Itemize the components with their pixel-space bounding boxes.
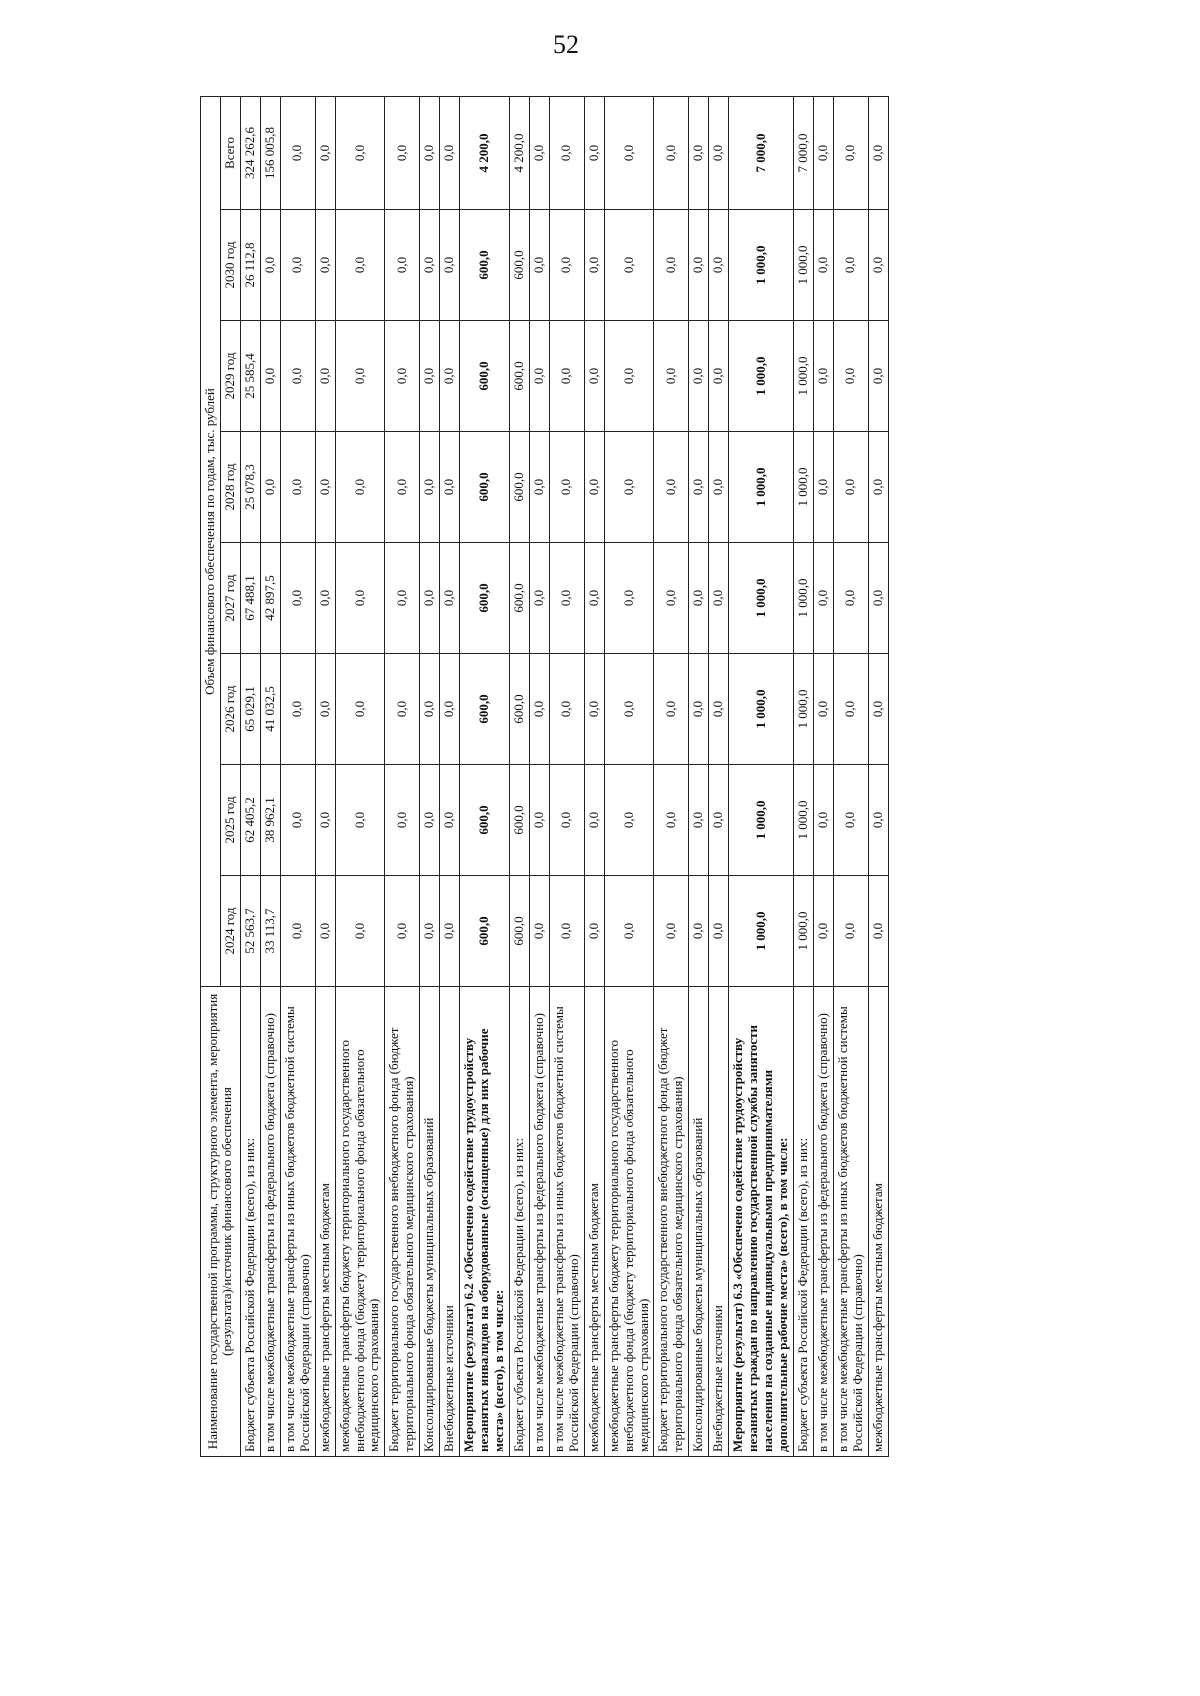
table-row — [335, 96, 385, 1456]
row-year-cell: 0,0 — [315, 210, 335, 321]
row-year-cell: 0,0 — [868, 543, 888, 654]
row-total-cell: 0,0 — [654, 96, 689, 209]
row-year-cell: 0,0 — [335, 432, 385, 543]
row-year-cell: 41 032,5 — [260, 654, 280, 765]
row-year-cell: 0,0 — [315, 543, 335, 654]
header-name-column: Наименование государственной программы, структурного элемента, мероприятия (результата)/источник финансового обеспечения — [201, 987, 241, 1457]
row-year-cell: 600,0 — [460, 210, 510, 321]
row-year-cell: 600,0 — [509, 321, 529, 432]
header-year: 2025 год — [220, 765, 240, 876]
row-year-cell: 1 000,0 — [729, 432, 794, 543]
row-year-cell: 0,0 — [813, 321, 833, 432]
row-year-cell: 0,0 — [709, 654, 729, 765]
row-year-cell: 0,0 — [529, 543, 549, 654]
row-year-cell: 0,0 — [689, 876, 709, 987]
row-year-cell: 65 029,1 — [240, 654, 260, 765]
row-year-cell: 52 563,7 — [240, 876, 260, 987]
table-row — [240, 96, 260, 1456]
row-year-cell: 0,0 — [420, 543, 440, 654]
row-year-cell: 1 000,0 — [793, 432, 813, 543]
row-total-cell: 0,0 — [709, 96, 729, 209]
row-year-cell: 1 000,0 — [729, 543, 794, 654]
row-year-cell: 0,0 — [280, 876, 315, 987]
row-year-cell: 0,0 — [689, 321, 709, 432]
row-year-cell: 0,0 — [833, 654, 868, 765]
row-year-cell: 0,0 — [280, 543, 315, 654]
table-row — [260, 96, 280, 1456]
row-year-cell: 600,0 — [460, 654, 510, 765]
row-total-cell: 324 262,6 — [240, 96, 260, 209]
row-year-cell: 25 585,4 — [240, 321, 260, 432]
row-year-cell: 0,0 — [529, 321, 549, 432]
header-year: 2030 год — [220, 210, 240, 321]
row-year-cell: 0,0 — [385, 876, 420, 987]
row-year-cell: 0,0 — [315, 432, 335, 543]
row-source-name: в том числе межбюджетные трансферты из иных бюджетов бюджетной системы Российской Федерации (справочно) — [549, 987, 584, 1457]
row-source-name: Мероприятие (результат) 6.3 «Обеспечено содействие трудоустройству незанятых граждан по направлению государственной службы занятости населения на созданные индивидуальными предпринимателями дополнительные рабочие места» (всего), в том числе: — [729, 987, 794, 1457]
row-year-cell: 0,0 — [813, 654, 833, 765]
row-year-cell: 0,0 — [833, 432, 868, 543]
row-year-cell: 0,0 — [813, 432, 833, 543]
row-year-cell: 0,0 — [868, 876, 888, 987]
row-year-cell: 1 000,0 — [793, 654, 813, 765]
row-year-cell: 0,0 — [385, 765, 420, 876]
row-year-cell: 600,0 — [509, 876, 529, 987]
row-year-cell: 0,0 — [709, 765, 729, 876]
row-year-cell: 600,0 — [509, 765, 529, 876]
table-row — [280, 96, 315, 1456]
row-year-cell: 0,0 — [385, 432, 420, 543]
row-year-cell: 0,0 — [335, 876, 385, 987]
table-row — [584, 96, 604, 1456]
row-year-cell: 0,0 — [315, 765, 335, 876]
row-year-cell: 0,0 — [420, 876, 440, 987]
row-year-cell: 0,0 — [529, 654, 549, 765]
row-total-cell: 0,0 — [813, 96, 833, 209]
row-year-cell: 0,0 — [260, 210, 280, 321]
row-year-cell: 0,0 — [604, 321, 654, 432]
table-body — [240, 96, 888, 1456]
row-year-cell: 0,0 — [549, 765, 584, 876]
row-year-cell: 0,0 — [654, 210, 689, 321]
row-year-cell: 0,0 — [813, 765, 833, 876]
row-year-cell: 0,0 — [529, 210, 549, 321]
row-year-cell: 0,0 — [604, 210, 654, 321]
table-row — [440, 96, 460, 1456]
header-year: 2026 год — [220, 654, 240, 765]
row-source-name: Бюджет территориального государственного внебюджетного фонда (бюджет территориального фонда обязательного медицинского страхования) — [654, 987, 689, 1457]
row-year-cell: 0,0 — [709, 432, 729, 543]
row-source-name: Бюджет территориального государственного внебюджетного фонда (бюджет территориального фонда обязательного медицинского страхования) — [385, 987, 420, 1457]
row-year-cell: 0,0 — [315, 321, 335, 432]
header-year: 2027 год — [220, 543, 240, 654]
row-year-cell: 1 000,0 — [729, 210, 794, 321]
row-year-cell: 0,0 — [709, 321, 729, 432]
row-year-cell: 0,0 — [440, 432, 460, 543]
table-row — [689, 96, 709, 1456]
row-total-cell: 0,0 — [868, 96, 888, 209]
row-year-cell: 1 000,0 — [793, 210, 813, 321]
row-year-cell: 0,0 — [335, 543, 385, 654]
table-row — [315, 96, 335, 1456]
row-source-name: межбюджетные трансферты местным бюджетам — [315, 987, 335, 1457]
row-year-cell: 62 405,2 — [240, 765, 260, 876]
row-year-cell: 0,0 — [549, 654, 584, 765]
row-year-cell: 0,0 — [440, 654, 460, 765]
table-row — [509, 96, 529, 1456]
table-row — [833, 96, 868, 1456]
row-year-cell: 0,0 — [315, 654, 335, 765]
row-year-cell: 0,0 — [385, 210, 420, 321]
row-total-cell: 4 200,0 — [509, 96, 529, 209]
row-total-cell: 0,0 — [584, 96, 604, 209]
row-year-cell: 0,0 — [335, 654, 385, 765]
row-year-cell: 0,0 — [280, 321, 315, 432]
header-row-group — [201, 96, 221, 1456]
row-year-cell: 0,0 — [440, 321, 460, 432]
row-total-cell: 0,0 — [549, 96, 584, 209]
row-year-cell: 0,0 — [280, 765, 315, 876]
row-year-cell: 0,0 — [868, 321, 888, 432]
row-year-cell: 67 488,1 — [240, 543, 260, 654]
row-source-name: в том числе межбюджетные трансферты из федерального бюджета (справочно) — [529, 987, 549, 1457]
row-year-cell: 0,0 — [654, 543, 689, 654]
row-year-cell: 600,0 — [509, 210, 529, 321]
header-total: Всего — [220, 96, 240, 209]
row-source-name: Мероприятие (результат) 6.2 «Обеспечено содействие трудоустройству незанятых инвалидов на оборудованные (оснащенные) для них рабочие места» (всего), в том числе: — [460, 987, 510, 1457]
row-total-cell: 156 005,8 — [260, 96, 280, 209]
row-year-cell: 0,0 — [689, 654, 709, 765]
row-year-cell: 0,0 — [813, 543, 833, 654]
row-year-cell: 33 113,7 — [260, 876, 280, 987]
header-year: 2028 год — [220, 432, 240, 543]
row-year-cell: 0,0 — [868, 765, 888, 876]
row-source-name: в том числе межбюджетные трансферты из федерального бюджета (справочно) — [813, 987, 833, 1457]
row-year-cell: 0,0 — [440, 765, 460, 876]
row-year-cell: 0,0 — [584, 321, 604, 432]
row-year-cell: 0,0 — [868, 210, 888, 321]
row-year-cell: 600,0 — [460, 321, 510, 432]
row-year-cell: 0,0 — [420, 432, 440, 543]
row-source-name: в том числе межбюджетные трансферты из иных бюджетов бюджетной системы Российской Федерации (справочно) — [280, 987, 315, 1457]
table-row — [793, 96, 813, 1456]
row-year-cell: 42 897,5 — [260, 543, 280, 654]
row-total-cell: 0,0 — [833, 96, 868, 209]
row-year-cell: 0,0 — [604, 765, 654, 876]
row-year-cell: 0,0 — [549, 321, 584, 432]
row-year-cell: 0,0 — [604, 432, 654, 543]
row-year-cell: 0,0 — [440, 543, 460, 654]
row-year-cell: 0,0 — [584, 210, 604, 321]
row-source-name: в том числе межбюджетные трансферты из иных бюджетов бюджетной системы Российской Федерации (справочно) — [833, 987, 868, 1457]
row-source-name: Внебюджетные источники — [440, 987, 460, 1457]
row-year-cell: 0,0 — [709, 210, 729, 321]
row-source-name: межбюджетные трансферты бюджету территориального государственного внебюджетного фонда (бюджету территориального фонда обязательного медицинского страхования) — [604, 987, 654, 1457]
row-year-cell: 0,0 — [654, 765, 689, 876]
row-year-cell: 0,0 — [420, 321, 440, 432]
row-year-cell: 0,0 — [868, 654, 888, 765]
row-year-cell: 0,0 — [709, 876, 729, 987]
row-source-name: Консолидированные бюджеты муниципальных образований — [689, 987, 709, 1457]
row-year-cell: 0,0 — [280, 432, 315, 543]
row-year-cell: 0,0 — [833, 876, 868, 987]
row-year-cell: 600,0 — [509, 654, 529, 765]
row-year-cell: 0,0 — [654, 321, 689, 432]
row-year-cell: 600,0 — [460, 543, 510, 654]
row-year-cell: 0,0 — [549, 876, 584, 987]
row-year-cell: 600,0 — [509, 432, 529, 543]
row-year-cell: 0,0 — [440, 210, 460, 321]
row-year-cell: 0,0 — [529, 765, 549, 876]
row-year-cell: 0,0 — [813, 210, 833, 321]
row-year-cell: 0,0 — [654, 876, 689, 987]
row-total-cell: 7 000,0 — [729, 96, 794, 209]
row-year-cell: 1 000,0 — [729, 876, 794, 987]
row-source-name: Консолидированные бюджеты муниципальных образований — [420, 987, 440, 1457]
row-year-cell: 26 112,8 — [240, 210, 260, 321]
row-year-cell: 1 000,0 — [729, 321, 794, 432]
row-year-cell: 0,0 — [689, 765, 709, 876]
row-year-cell: 0,0 — [584, 765, 604, 876]
row-total-cell: 0,0 — [335, 96, 385, 209]
row-year-cell: 1 000,0 — [793, 876, 813, 987]
row-year-cell: 0,0 — [584, 432, 604, 543]
table-row — [549, 96, 584, 1456]
row-year-cell: 0,0 — [420, 210, 440, 321]
row-year-cell: 0,0 — [709, 543, 729, 654]
row-year-cell: 0,0 — [604, 876, 654, 987]
row-source-name: межбюджетные трансферты местным бюджетам — [584, 987, 604, 1457]
row-year-cell: 0,0 — [260, 321, 280, 432]
header-year: 2024 год — [220, 876, 240, 987]
row-year-cell: 0,0 — [549, 543, 584, 654]
header-year: 2029 год — [220, 321, 240, 432]
row-year-cell: 0,0 — [549, 210, 584, 321]
table-row — [460, 96, 510, 1456]
row-year-cell: 0,0 — [813, 876, 833, 987]
row-year-cell: 0,0 — [833, 210, 868, 321]
row-year-cell: 0,0 — [604, 543, 654, 654]
row-year-cell: 0,0 — [385, 654, 420, 765]
row-source-name: Бюджет субъекта Российской Федерации (всего), из них: — [793, 987, 813, 1457]
financing-table-container — [200, 97, 1200, 1457]
row-year-cell: 0,0 — [440, 876, 460, 987]
row-year-cell: 0,0 — [529, 876, 549, 987]
row-year-cell: 0,0 — [315, 876, 335, 987]
table-row — [529, 96, 549, 1456]
row-year-cell: 0,0 — [385, 543, 420, 654]
row-total-cell: 0,0 — [529, 96, 549, 209]
row-year-cell: 0,0 — [584, 876, 604, 987]
row-year-cell: 0,0 — [420, 654, 440, 765]
row-total-cell: 0,0 — [689, 96, 709, 209]
row-total-cell: 4 200,0 — [460, 96, 510, 209]
row-year-cell: 600,0 — [509, 543, 529, 654]
row-total-cell: 0,0 — [385, 96, 420, 209]
row-year-cell: 25 078,3 — [240, 432, 260, 543]
row-year-cell: 600,0 — [460, 432, 510, 543]
row-year-cell: 1 000,0 — [793, 543, 813, 654]
row-year-cell: 0,0 — [549, 432, 584, 543]
row-source-name: Бюджет субъекта Российской Федерации (всего), из них: — [240, 987, 260, 1457]
row-source-name: межбюджетные трансферты бюджету территориального государственного внебюджетного фонда (бюджету территориального фонда обязательного медицинского страхования) — [335, 987, 385, 1457]
row-year-cell: 38 962,1 — [260, 765, 280, 876]
table-row — [604, 96, 654, 1456]
row-year-cell: 0,0 — [833, 321, 868, 432]
row-year-cell: 0,0 — [420, 765, 440, 876]
row-year-cell: 0,0 — [689, 210, 709, 321]
row-total-cell: 0,0 — [280, 96, 315, 209]
row-year-cell: 0,0 — [689, 543, 709, 654]
table-row — [813, 96, 833, 1456]
row-year-cell: 0,0 — [584, 654, 604, 765]
table-row — [420, 96, 440, 1456]
row-year-cell: 0,0 — [833, 765, 868, 876]
row-year-cell: 1 000,0 — [793, 765, 813, 876]
table-row — [654, 96, 689, 1456]
row-year-cell: 0,0 — [260, 432, 280, 543]
row-year-cell: 0,0 — [868, 432, 888, 543]
row-year-cell: 0,0 — [335, 210, 385, 321]
row-year-cell: 0,0 — [280, 210, 315, 321]
row-year-cell: 600,0 — [460, 876, 510, 987]
row-year-cell: 0,0 — [604, 654, 654, 765]
rotated-table-frame — [200, 97, 1200, 1457]
row-source-name: Бюджет субъекта Российской Федерации (всего), из них: — [509, 987, 529, 1457]
row-year-cell: 0,0 — [385, 321, 420, 432]
table-row — [729, 96, 794, 1456]
row-year-cell: 0,0 — [654, 654, 689, 765]
row-total-cell: 0,0 — [420, 96, 440, 209]
table-row — [385, 96, 420, 1456]
row-total-cell: 0,0 — [440, 96, 460, 209]
financing-table — [200, 96, 889, 1457]
table-row — [868, 96, 888, 1456]
row-total-cell: 0,0 — [315, 96, 335, 209]
row-year-cell: 0,0 — [689, 432, 709, 543]
row-year-cell: 0,0 — [280, 654, 315, 765]
row-year-cell: 1 000,0 — [793, 321, 813, 432]
header-group-title: Объем финансового обеспечения по годам, тыс. рублей — [201, 96, 221, 986]
table-row — [709, 96, 729, 1456]
row-total-cell: 0,0 — [604, 96, 654, 209]
row-year-cell: 0,0 — [335, 765, 385, 876]
row-total-cell: 7 000,0 — [793, 96, 813, 209]
row-year-cell: 0,0 — [529, 432, 549, 543]
row-year-cell: 0,0 — [335, 321, 385, 432]
row-year-cell: 0,0 — [654, 432, 689, 543]
row-source-name: межбюджетные трансферты местным бюджетам — [868, 987, 888, 1457]
row-year-cell: 1 000,0 — [729, 765, 794, 876]
row-source-name: Внебюджетные источники — [709, 987, 729, 1457]
page-number: 52 — [553, 30, 579, 59]
row-year-cell: 1 000,0 — [729, 654, 794, 765]
row-year-cell: 0,0 — [584, 543, 604, 654]
row-source-name: в том числе межбюджетные трансферты из федерального бюджета (справочно) — [260, 987, 280, 1457]
row-year-cell: 0,0 — [833, 543, 868, 654]
row-year-cell: 600,0 — [460, 765, 510, 876]
